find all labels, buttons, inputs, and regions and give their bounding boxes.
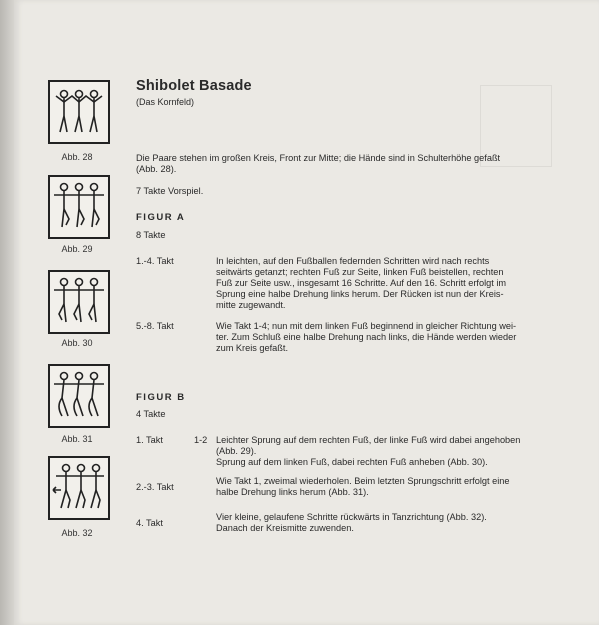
step-description	[216, 256, 556, 311]
step-line: mitte zugewandt.	[216, 300, 286, 310]
step-line: Sprung auf dem linken Fuß, dabei rechten Fuß anheben (Abb. 30).	[216, 457, 488, 467]
step-line: seitwärts getanzt; rechten Fuß zur Seite, linken Fuß beistellen, rechten	[216, 267, 504, 277]
step-line: Danach der Kreismitte zuwenden.	[216, 523, 354, 533]
dance-title: Shibolet Basade	[136, 78, 252, 94]
dancers-hop-left-icon	[50, 272, 108, 332]
step-line: (Abb. 29).	[216, 446, 257, 456]
figure-abb-29	[48, 175, 110, 239]
section-heading-figur-b: FIGUR B	[136, 392, 186, 403]
step-line: halbe Drehung links herum (Abb. 31).	[216, 487, 369, 497]
figure-label: Abb. 28	[61, 152, 93, 162]
step-label: 1. Takt	[136, 435, 163, 445]
dance-subtitle: (Das Kornfeld)	[136, 97, 195, 107]
figure-label: Abb. 31	[61, 434, 93, 444]
dancers-arms-raised-icon	[50, 82, 108, 142]
step-line: Vier kleine, gelaufene Schritte rückwärts in Tanzrichtung (Abb. 32).	[216, 512, 487, 522]
step-line: Wie Takt 1-4; nun mit dem linken Fuß beginnend in gleicher Richtung wei-	[216, 321, 517, 331]
step-description	[216, 435, 556, 468]
step-line: zum Kreis gefaßt.	[216, 343, 288, 353]
section-takte: 8 Takte	[136, 230, 166, 240]
intro-text: (Abb. 28).	[136, 164, 177, 174]
figure-abb-31	[48, 364, 110, 428]
figure-abb-30	[48, 270, 110, 334]
figure-label: Abb. 32	[61, 528, 93, 538]
step-count: 1-2	[194, 435, 208, 445]
intro-text: Die Paare stehen im großen Kreis, Front zur Mitte; die Hände sind in Schulterhöhe gefaßt	[136, 153, 501, 163]
dancers-hop-right-icon	[50, 177, 108, 237]
step-line: In leichten, auf den Fußballen federnden Schritten wird nach rechts	[216, 256, 490, 266]
step-description	[216, 512, 556, 534]
book-spine	[0, 0, 14, 625]
dancers-turn-icon	[50, 366, 108, 426]
step-line: Sprung eine halbe Drehung links herum. Der Rücken ist nun der Kreis-	[216, 289, 504, 299]
step-label: 2.-3. Takt	[136, 482, 174, 492]
step-line: Fuß zur Seite usw., insgesamt 16 Schritte. Auf den 16. Schritt erfolgt im	[216, 278, 507, 288]
step-description	[216, 321, 556, 354]
figure-abb-28	[48, 80, 110, 144]
step-description	[216, 476, 556, 498]
step-label: 1.-4. Takt	[136, 256, 174, 266]
step-line: Leichter Sprung auf dem rechten Fuß, der linke Fuß wird dabei angehoben	[216, 435, 521, 445]
step-label: 5.-8. Takt	[136, 321, 174, 331]
step-line: ter. Zum Schluß eine halbe Drehung nach links, die Hände werden wieder	[216, 332, 517, 342]
figure-label: Abb. 29	[61, 244, 93, 254]
section-heading-figur-a: FIGUR A	[136, 212, 186, 223]
step-line: Wie Takt 1, zweimal wiederholen. Beim letzten Sprungschritt erfolgt eine	[216, 476, 510, 486]
figure-abb-32	[48, 456, 110, 520]
vorspiel-text: 7 Takte Vorspiel.	[136, 186, 204, 196]
dancers-backward-steps-icon	[50, 458, 108, 518]
section-takte: 4 Takte	[136, 409, 166, 419]
step-label: 4. Takt	[136, 518, 163, 528]
figure-label: Abb. 30	[61, 338, 93, 348]
